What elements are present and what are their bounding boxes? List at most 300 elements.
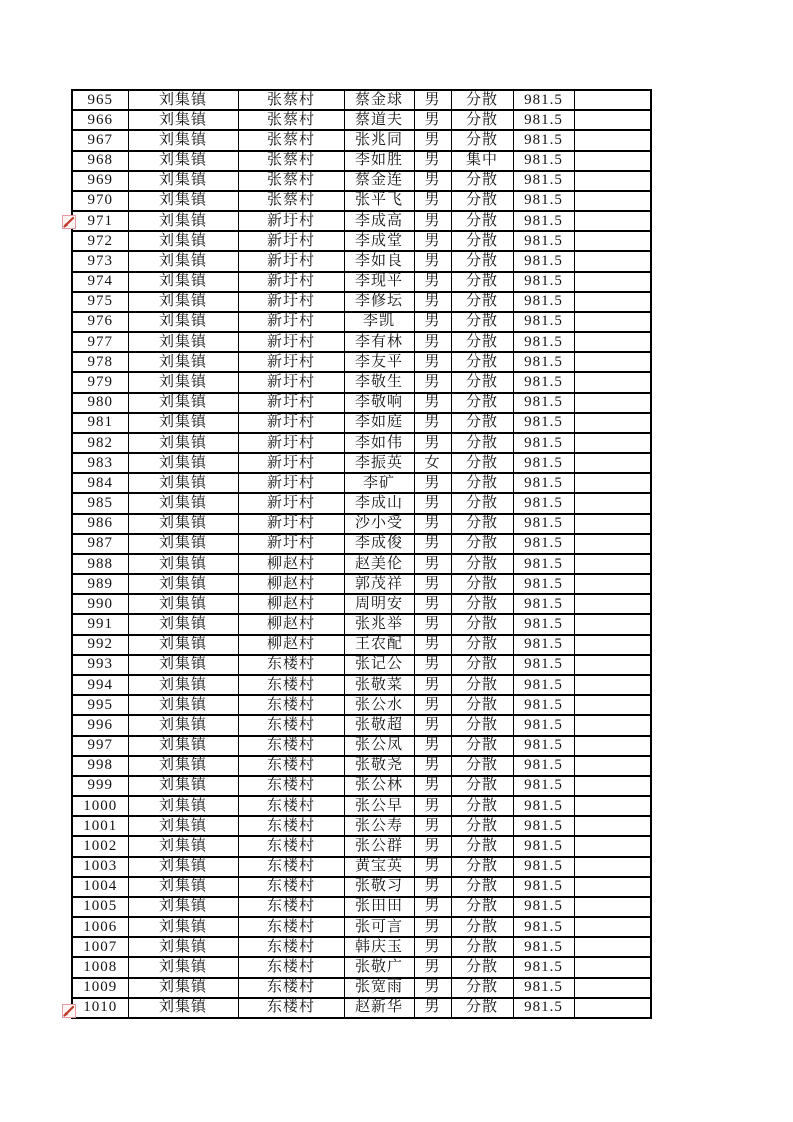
cell-blank xyxy=(574,756,651,776)
table-row xyxy=(72,857,651,877)
cell-town: 刘集镇 xyxy=(128,393,238,413)
cell-amount: 981.5 xyxy=(513,352,574,372)
cell-blank xyxy=(574,191,651,211)
cell-name: 张记公 xyxy=(344,655,414,675)
cell-name: 蔡金连 xyxy=(344,171,414,191)
cell-name: 李成山 xyxy=(344,493,414,513)
cell-gender: 男 xyxy=(414,272,451,292)
cell-name: 赵新华 xyxy=(344,998,414,1018)
cell-village: 新圩村 xyxy=(238,352,344,372)
cell-blank xyxy=(574,635,651,655)
cell-mode: 分散 xyxy=(451,836,513,856)
cell-gender: 男 xyxy=(414,251,451,271)
cell-town: 刘集镇 xyxy=(128,130,238,150)
cell-name: 李修坛 xyxy=(344,292,414,312)
table-row xyxy=(72,574,651,594)
table-row xyxy=(72,372,651,392)
cell-mode: 分散 xyxy=(451,352,513,372)
table-row xyxy=(72,695,651,715)
cell-gender: 男 xyxy=(414,332,451,352)
cell-mode: 分散 xyxy=(451,90,513,110)
cell-blank xyxy=(574,231,651,251)
cell-mode: 分散 xyxy=(451,453,513,473)
cell-mode: 分散 xyxy=(451,514,513,534)
cell-mode: 分散 xyxy=(451,534,513,554)
cell-gender: 男 xyxy=(414,433,451,453)
cell-mode: 分散 xyxy=(451,998,513,1018)
cell-name: 李成堂 xyxy=(344,231,414,251)
cell-amount: 981.5 xyxy=(513,655,574,675)
cell-blank xyxy=(574,574,651,594)
table-row xyxy=(72,715,651,735)
cell-village: 柳赵村 xyxy=(238,614,344,634)
cell-blank xyxy=(574,957,651,977)
cell-blank xyxy=(574,110,651,130)
cell-town: 刘集镇 xyxy=(128,514,238,534)
cell-village: 东楼村 xyxy=(238,937,344,957)
table-row xyxy=(72,292,651,312)
table-row xyxy=(72,836,651,856)
cell-seq: 968 xyxy=(72,151,128,171)
cell-seq: 998 xyxy=(72,756,128,776)
cell-amount: 981.5 xyxy=(513,937,574,957)
cell-gender: 男 xyxy=(414,574,451,594)
cell-mode: 分散 xyxy=(451,776,513,796)
cell-seq: 1007 xyxy=(72,937,128,957)
cell-name: 张公水 xyxy=(344,695,414,715)
cell-blank xyxy=(574,594,651,614)
cell-village: 东楼村 xyxy=(238,897,344,917)
cell-seq: 997 xyxy=(72,736,128,756)
cell-village: 东楼村 xyxy=(238,917,344,937)
cell-gender: 男 xyxy=(414,534,451,554)
cell-mode: 分散 xyxy=(451,614,513,634)
table-row xyxy=(72,211,651,231)
cell-mode: 分散 xyxy=(451,857,513,877)
cell-blank xyxy=(574,655,651,675)
cell-town: 刘集镇 xyxy=(128,998,238,1018)
table-row xyxy=(72,90,651,110)
cell-seq: 1002 xyxy=(72,836,128,856)
cell-name: 张公凤 xyxy=(344,736,414,756)
cell-village: 东楼村 xyxy=(238,776,344,796)
cell-gender: 男 xyxy=(414,231,451,251)
cell-blank xyxy=(574,433,651,453)
cell-amount: 981.5 xyxy=(513,312,574,332)
table-row xyxy=(72,110,651,130)
cell-town: 刘集镇 xyxy=(128,352,238,372)
cell-gender: 男 xyxy=(414,776,451,796)
table-row xyxy=(72,251,651,271)
cell-blank xyxy=(574,554,651,574)
cell-village: 东楼村 xyxy=(238,957,344,977)
cell-name: 周明安 xyxy=(344,594,414,614)
cell-name: 张宽雨 xyxy=(344,978,414,998)
table-row xyxy=(72,675,651,695)
cell-name: 蔡道夫 xyxy=(344,110,414,130)
cell-town: 刘集镇 xyxy=(128,453,238,473)
cell-name: 张敬广 xyxy=(344,957,414,977)
cell-blank xyxy=(574,816,651,836)
cell-mode: 分散 xyxy=(451,110,513,130)
table-row xyxy=(72,917,651,937)
beneficiary-table xyxy=(71,89,652,1019)
cell-village: 新圩村 xyxy=(238,312,344,332)
table-row xyxy=(72,998,651,1018)
cell-name: 李成高 xyxy=(344,211,414,231)
cell-town: 刘集镇 xyxy=(128,574,238,594)
cell-amount: 981.5 xyxy=(513,897,574,917)
cell-gender: 男 xyxy=(414,897,451,917)
cell-name: 李如良 xyxy=(344,251,414,271)
cell-seq: 1004 xyxy=(72,877,128,897)
cell-mode: 分散 xyxy=(451,736,513,756)
cell-amount: 981.5 xyxy=(513,534,574,554)
cell-name: 李矿 xyxy=(344,473,414,493)
cell-name: 李振英 xyxy=(344,453,414,473)
cell-mode: 分散 xyxy=(451,877,513,897)
cell-mode: 分散 xyxy=(451,433,513,453)
cell-gender: 男 xyxy=(414,978,451,998)
cell-seq: 1001 xyxy=(72,816,128,836)
table-row xyxy=(72,796,651,816)
cell-name: 赵美伦 xyxy=(344,554,414,574)
cell-name: 韩庆玉 xyxy=(344,937,414,957)
cell-amount: 981.5 xyxy=(513,836,574,856)
table-row xyxy=(72,332,651,352)
table-row xyxy=(72,433,651,453)
cell-name: 张兆举 xyxy=(344,614,414,634)
cell-name: 李有林 xyxy=(344,332,414,352)
cell-village: 柳赵村 xyxy=(238,574,344,594)
cell-name: 张兆同 xyxy=(344,130,414,150)
cell-mode: 分散 xyxy=(451,715,513,735)
cell-village: 柳赵村 xyxy=(238,635,344,655)
cell-village: 张蔡村 xyxy=(238,110,344,130)
table-row xyxy=(72,614,651,634)
cell-village: 张蔡村 xyxy=(238,130,344,150)
cell-gender: 男 xyxy=(414,756,451,776)
cell-mode: 分散 xyxy=(451,493,513,513)
table-row xyxy=(72,352,651,372)
cell-gender: 男 xyxy=(414,877,451,897)
cell-town: 刘集镇 xyxy=(128,231,238,251)
cell-amount: 981.5 xyxy=(513,998,574,1018)
cell-seq: 983 xyxy=(72,453,128,473)
table-row xyxy=(72,231,651,251)
cell-village: 新圩村 xyxy=(238,211,344,231)
cell-seq: 976 xyxy=(72,312,128,332)
cell-amount: 981.5 xyxy=(513,171,574,191)
edit-marker-icon[interactable] xyxy=(62,1004,76,1018)
table-row xyxy=(72,554,651,574)
cell-blank xyxy=(574,251,651,271)
cell-blank xyxy=(574,695,651,715)
cell-town: 刘集镇 xyxy=(128,715,238,735)
cell-seq: 991 xyxy=(72,614,128,634)
cell-village: 柳赵村 xyxy=(238,594,344,614)
cell-village: 张蔡村 xyxy=(238,151,344,171)
cell-town: 刘集镇 xyxy=(128,493,238,513)
cell-amount: 981.5 xyxy=(513,413,574,433)
cell-village: 新圩村 xyxy=(238,251,344,271)
cell-village: 新圩村 xyxy=(238,272,344,292)
cell-gender: 男 xyxy=(414,171,451,191)
cell-name: 李成俊 xyxy=(344,534,414,554)
cell-name: 张公林 xyxy=(344,776,414,796)
cell-blank xyxy=(574,473,651,493)
cell-gender: 男 xyxy=(414,917,451,937)
cell-blank xyxy=(574,897,651,917)
cell-seq: 996 xyxy=(72,715,128,735)
cell-village: 东楼村 xyxy=(238,756,344,776)
cell-seq: 986 xyxy=(72,514,128,534)
cell-mode: 分散 xyxy=(451,332,513,352)
cell-village: 东楼村 xyxy=(238,695,344,715)
table-row xyxy=(72,393,651,413)
cell-blank xyxy=(574,372,651,392)
cell-gender: 男 xyxy=(414,554,451,574)
cell-gender: 男 xyxy=(414,998,451,1018)
cell-blank xyxy=(574,292,651,312)
cell-seq: 965 xyxy=(72,90,128,110)
cell-town: 刘集镇 xyxy=(128,897,238,917)
cell-town: 刘集镇 xyxy=(128,957,238,977)
cell-blank xyxy=(574,917,651,937)
cell-blank xyxy=(574,413,651,433)
cell-gender: 男 xyxy=(414,796,451,816)
cell-name: 张可言 xyxy=(344,917,414,937)
cell-amount: 981.5 xyxy=(513,978,574,998)
table-row xyxy=(72,978,651,998)
table-row xyxy=(72,534,651,554)
cell-village: 东楼村 xyxy=(238,836,344,856)
table-row xyxy=(72,413,651,433)
cell-town: 刘集镇 xyxy=(128,614,238,634)
cell-village: 新圩村 xyxy=(238,292,344,312)
cell-town: 刘集镇 xyxy=(128,272,238,292)
cell-mode: 分散 xyxy=(451,816,513,836)
cell-seq: 1003 xyxy=(72,857,128,877)
cell-name: 李友平 xyxy=(344,352,414,372)
cell-village: 东楼村 xyxy=(238,675,344,695)
cell-amount: 981.5 xyxy=(513,292,574,312)
cell-village: 新圩村 xyxy=(238,473,344,493)
cell-seq: 992 xyxy=(72,635,128,655)
cell-amount: 981.5 xyxy=(513,110,574,130)
edit-marker-icon[interactable] xyxy=(62,215,76,229)
cell-name: 李敬响 xyxy=(344,393,414,413)
cell-seq: 999 xyxy=(72,776,128,796)
cell-gender: 男 xyxy=(414,816,451,836)
cell-seq: 979 xyxy=(72,372,128,392)
cell-mode: 分散 xyxy=(451,171,513,191)
cell-seq: 1006 xyxy=(72,917,128,937)
cell-amount: 981.5 xyxy=(513,272,574,292)
cell-village: 东楼村 xyxy=(238,998,344,1018)
cell-village: 东楼村 xyxy=(238,816,344,836)
cell-blank xyxy=(574,514,651,534)
cell-mode: 分散 xyxy=(451,957,513,977)
cell-town: 刘集镇 xyxy=(128,312,238,332)
cell-gender: 男 xyxy=(414,695,451,715)
cell-blank xyxy=(574,796,651,816)
table-row xyxy=(72,493,651,513)
cell-amount: 981.5 xyxy=(513,151,574,171)
cell-seq: 972 xyxy=(72,231,128,251)
cell-mode: 分散 xyxy=(451,372,513,392)
cell-town: 刘集镇 xyxy=(128,433,238,453)
cell-gender: 男 xyxy=(414,614,451,634)
cell-amount: 981.5 xyxy=(513,574,574,594)
table-row xyxy=(72,594,651,614)
cell-mode: 分散 xyxy=(451,635,513,655)
cell-seq: 969 xyxy=(72,171,128,191)
cell-gender: 男 xyxy=(414,151,451,171)
cell-blank xyxy=(574,171,651,191)
cell-amount: 981.5 xyxy=(513,191,574,211)
cell-town: 刘集镇 xyxy=(128,857,238,877)
cell-gender: 男 xyxy=(414,514,451,534)
cell-name: 郭茂祥 xyxy=(344,574,414,594)
cell-town: 刘集镇 xyxy=(128,372,238,392)
cell-seq: 967 xyxy=(72,130,128,150)
cell-amount: 981.5 xyxy=(513,372,574,392)
cell-gender: 男 xyxy=(414,594,451,614)
cell-blank xyxy=(574,614,651,634)
cell-town: 刘集镇 xyxy=(128,655,238,675)
cell-blank xyxy=(574,352,651,372)
cell-seq: 987 xyxy=(72,534,128,554)
cell-amount: 981.5 xyxy=(513,90,574,110)
cell-seq: 975 xyxy=(72,292,128,312)
table-row xyxy=(72,957,651,977)
table-row xyxy=(72,312,651,332)
cell-village: 张蔡村 xyxy=(238,171,344,191)
cell-mode: 分散 xyxy=(451,897,513,917)
cell-blank xyxy=(574,857,651,877)
cell-seq: 974 xyxy=(72,272,128,292)
cell-town: 刘集镇 xyxy=(128,251,238,271)
cell-amount: 981.5 xyxy=(513,332,574,352)
cell-village: 张蔡村 xyxy=(238,90,344,110)
cell-blank xyxy=(574,130,651,150)
cell-name: 张平飞 xyxy=(344,191,414,211)
cell-village: 新圩村 xyxy=(238,534,344,554)
cell-town: 刘集镇 xyxy=(128,836,238,856)
cell-mode: 分散 xyxy=(451,978,513,998)
cell-mode: 分散 xyxy=(451,675,513,695)
cell-village: 东楼村 xyxy=(238,857,344,877)
cell-gender: 男 xyxy=(414,191,451,211)
cell-seq: 966 xyxy=(72,110,128,130)
cell-town: 刘集镇 xyxy=(128,292,238,312)
cell-town: 刘集镇 xyxy=(128,413,238,433)
cell-name: 张公群 xyxy=(344,836,414,856)
cell-amount: 981.5 xyxy=(513,816,574,836)
cell-amount: 981.5 xyxy=(513,433,574,453)
cell-village: 东楼村 xyxy=(238,978,344,998)
table-row xyxy=(72,151,651,171)
cell-name: 蔡金球 xyxy=(344,90,414,110)
cell-seq: 1010 xyxy=(72,998,128,1018)
cell-village: 新圩村 xyxy=(238,514,344,534)
cell-mode: 分散 xyxy=(451,695,513,715)
cell-town: 刘集镇 xyxy=(128,776,238,796)
cell-gender: 男 xyxy=(414,393,451,413)
cell-amount: 981.5 xyxy=(513,796,574,816)
cell-seq: 988 xyxy=(72,554,128,574)
cell-gender: 男 xyxy=(414,292,451,312)
cell-town: 刘集镇 xyxy=(128,332,238,352)
cell-name: 李凯 xyxy=(344,312,414,332)
cell-gender: 男 xyxy=(414,675,451,695)
cell-gender: 男 xyxy=(414,372,451,392)
cell-town: 刘集镇 xyxy=(128,554,238,574)
cell-seq: 995 xyxy=(72,695,128,715)
cell-amount: 981.5 xyxy=(513,695,574,715)
cell-seq: 973 xyxy=(72,251,128,271)
cell-name: 沙小受 xyxy=(344,514,414,534)
cell-village: 东楼村 xyxy=(238,655,344,675)
cell-blank xyxy=(574,453,651,473)
cell-blank xyxy=(574,534,651,554)
cell-seq: 985 xyxy=(72,493,128,513)
cell-name: 李如伟 xyxy=(344,433,414,453)
cell-blank xyxy=(574,393,651,413)
cell-gender: 男 xyxy=(414,312,451,332)
table-row xyxy=(72,171,651,191)
cell-town: 刘集镇 xyxy=(128,695,238,715)
cell-mode: 分散 xyxy=(451,756,513,776)
cell-blank xyxy=(574,272,651,292)
cell-amount: 981.5 xyxy=(513,877,574,897)
cell-amount: 981.5 xyxy=(513,756,574,776)
cell-gender: 男 xyxy=(414,211,451,231)
cell-village: 东楼村 xyxy=(238,796,344,816)
cell-gender: 男 xyxy=(414,715,451,735)
cell-blank xyxy=(574,776,651,796)
cell-gender: 女 xyxy=(414,453,451,473)
cell-seq: 978 xyxy=(72,352,128,372)
table-body xyxy=(72,90,651,1018)
cell-name: 王农配 xyxy=(344,635,414,655)
cell-seq: 981 xyxy=(72,413,128,433)
cell-village: 新圩村 xyxy=(238,231,344,251)
cell-village: 新圩村 xyxy=(238,453,344,473)
cell-mode: 分散 xyxy=(451,231,513,251)
cell-town: 刘集镇 xyxy=(128,191,238,211)
table-row xyxy=(72,473,651,493)
cell-amount: 981.5 xyxy=(513,857,574,877)
cell-town: 刘集镇 xyxy=(128,796,238,816)
cell-amount: 981.5 xyxy=(513,251,574,271)
cell-gender: 男 xyxy=(414,736,451,756)
cell-mode: 分散 xyxy=(451,191,513,211)
cell-mode: 分散 xyxy=(451,393,513,413)
table-row xyxy=(72,514,651,534)
cell-town: 刘集镇 xyxy=(128,211,238,231)
cell-blank xyxy=(574,937,651,957)
cell-seq: 989 xyxy=(72,574,128,594)
cell-town: 刘集镇 xyxy=(128,534,238,554)
cell-gender: 男 xyxy=(414,635,451,655)
cell-town: 刘集镇 xyxy=(128,151,238,171)
cell-mode: 分散 xyxy=(451,574,513,594)
cell-town: 刘集镇 xyxy=(128,110,238,130)
cell-seq: 1009 xyxy=(72,978,128,998)
cell-blank xyxy=(574,90,651,110)
